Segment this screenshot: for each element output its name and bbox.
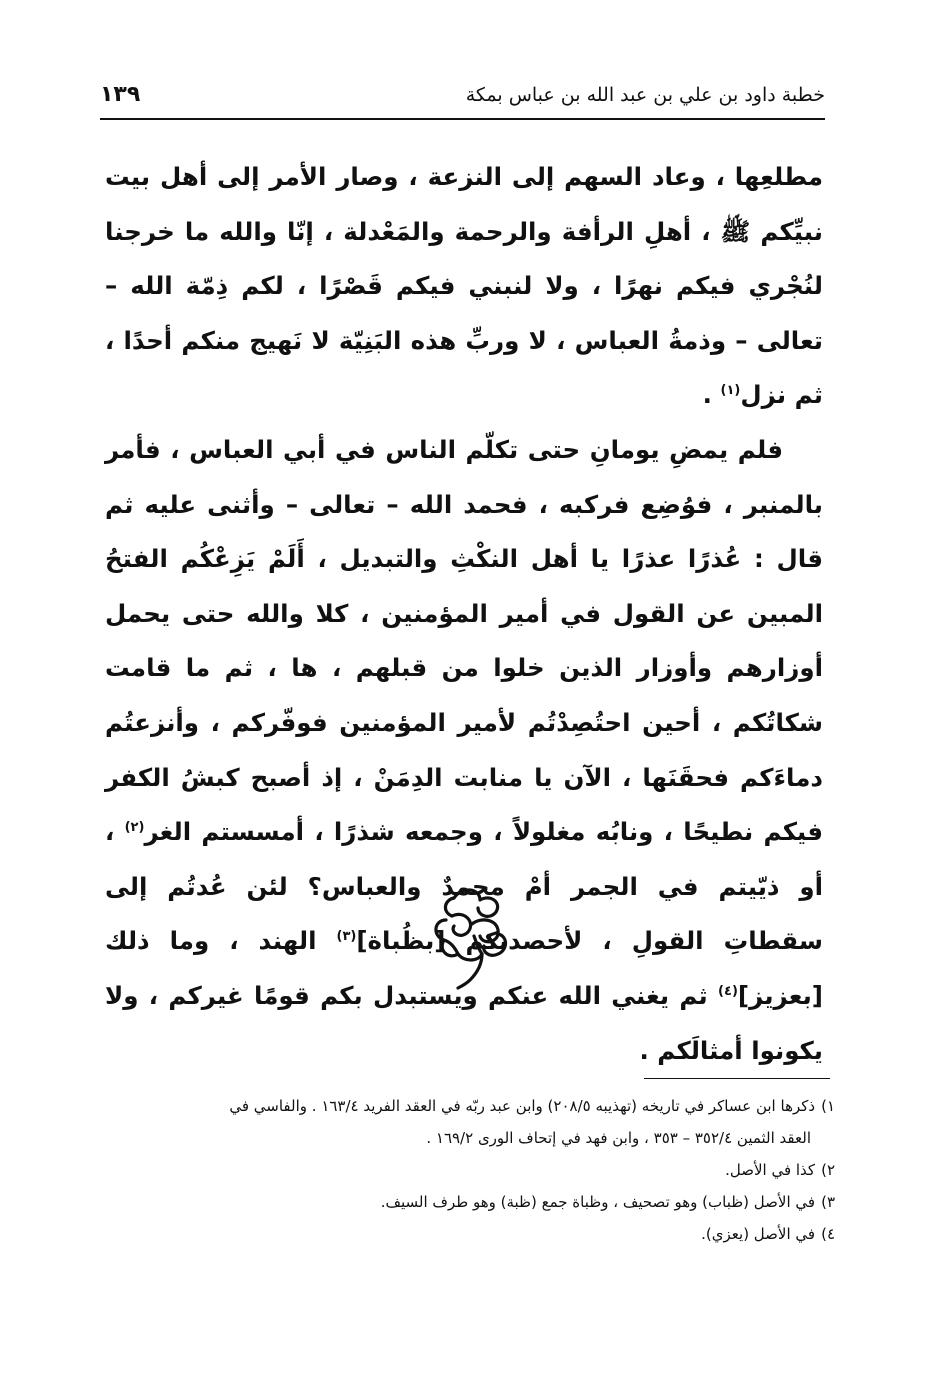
footnote-ref-1: (١) <box>720 383 741 399</box>
footnote-4 <box>100 1218 835 1250</box>
paragraph-2-text-b: ، أو ذيّيتم في الجمر أمْ محمدٌ والعباس؟ لئن عُدتُم إلى سقطاتِ القولِ ، لأحصدنكم [بظُباة] <box>105 817 823 956</box>
paragraph-2-text-d: ثم يغني الله عنكم ويستبدل بكم قومًا غيركم ، ولا يكونوا أمثالَكم . <box>105 980 823 1065</box>
footnote-number: ٢) <box>821 1161 835 1179</box>
paragraph-1-text: مطلعِها ، وعاد السهم إلى النزعة ، وصار الأمر إلى أهل بيت نبيِّكم ﷺ ، أهلِ الرأفة والرحمة والمَعْدلة ، إنّا والله ما خرجنا لنُجْري فيكم نهرًا ، ولا لنبني فيكم قَصْرًا ، لكم ذِمّة الله – تعالى – وذمةُ العباس ، لا وربِّ هذه البَنِيّة لا نَهيج منكم أحدًا ، ثم نزل <box>105 162 823 410</box>
footnote-continuation: العقد الثمين ٣٥٢/٤ – ٣٥٣ ، وابن فهد في إتحاف الورى ١٦٩/٢ . <box>426 1129 811 1147</box>
paragraph-2-text-c: الهند ، وما ذلك [بعزيز] <box>105 926 823 1010</box>
footnote-text: في الأصل (يعزي). <box>701 1225 816 1243</box>
footnote-3 <box>100 1186 835 1218</box>
footnote-2 <box>100 1154 835 1186</box>
footnote-1 <box>100 1090 835 1154</box>
footnote-text: ذكرها ابن عساكر في تاريخه (تهذيبه ٢٠٨/٥) وابن عبد ربّه في العقد الفريد ١٦٣/٤ . والفاسي في <box>229 1097 816 1115</box>
paragraph-1-end: . <box>702 380 721 410</box>
footnote-separator <box>644 1078 830 1079</box>
running-title: خطبة داود بن علي بن عبد الله بن عباس بمكة <box>465 84 825 106</box>
footnote-text: في الأصل (ظباب) وهو تصحيف ، وظباة جمع (ظبة) وهو طرف السيف. <box>380 1193 816 1211</box>
footnote-number: ٣) <box>821 1193 835 1211</box>
footnote-text: كذا في الأصل. <box>725 1161 816 1179</box>
footnote-number: ٤) <box>821 1225 835 1243</box>
floral-ornament-icon <box>424 880 524 990</box>
footnote-ref-2: (٢) <box>124 819 145 835</box>
page-header <box>100 78 825 120</box>
footnotes <box>100 1090 835 1250</box>
footnote-ref-3: (٣) <box>336 929 357 945</box>
footnote-ref-4: (٤) <box>718 983 738 999</box>
footnote-number: ١) <box>821 1097 835 1115</box>
paragraph-2-text-a: فلم يمضِ يومانِ حتى تكلّم الناس في أبي العباس ، فأمر بالمنبر ، فوُضِع فركبه ، فحمد الله – تعالى – وأثنى عليه ثم قال : عُذرًا عذرًا يا أهل النكْثِ والتبديل ، أَلَمْ يَزِعْكُم الفتحُ المبين عن القول في أمير المؤمنين ، كلا والله حتى يحمل أوزارهم وأوزار الذين خلوا من قبلهم ، ها ، ثم ما قامت شكاتُكم ، أحين احتُصِدْتُم لأمير المؤمنين فوفّركم ، وأنزعتُم دماءَكم فحقَنَها ، الآن يا منابت الدِمَنْ ، إذ أصبح كبشُ الكفر فيكم نطيحًا ، ونابُه مغلولاً ، وجمعه شذرًا ، أمسستم الغر <box>105 434 823 847</box>
paragraph-1 <box>105 150 823 423</box>
page-number: ١٣٩ <box>100 82 141 107</box>
